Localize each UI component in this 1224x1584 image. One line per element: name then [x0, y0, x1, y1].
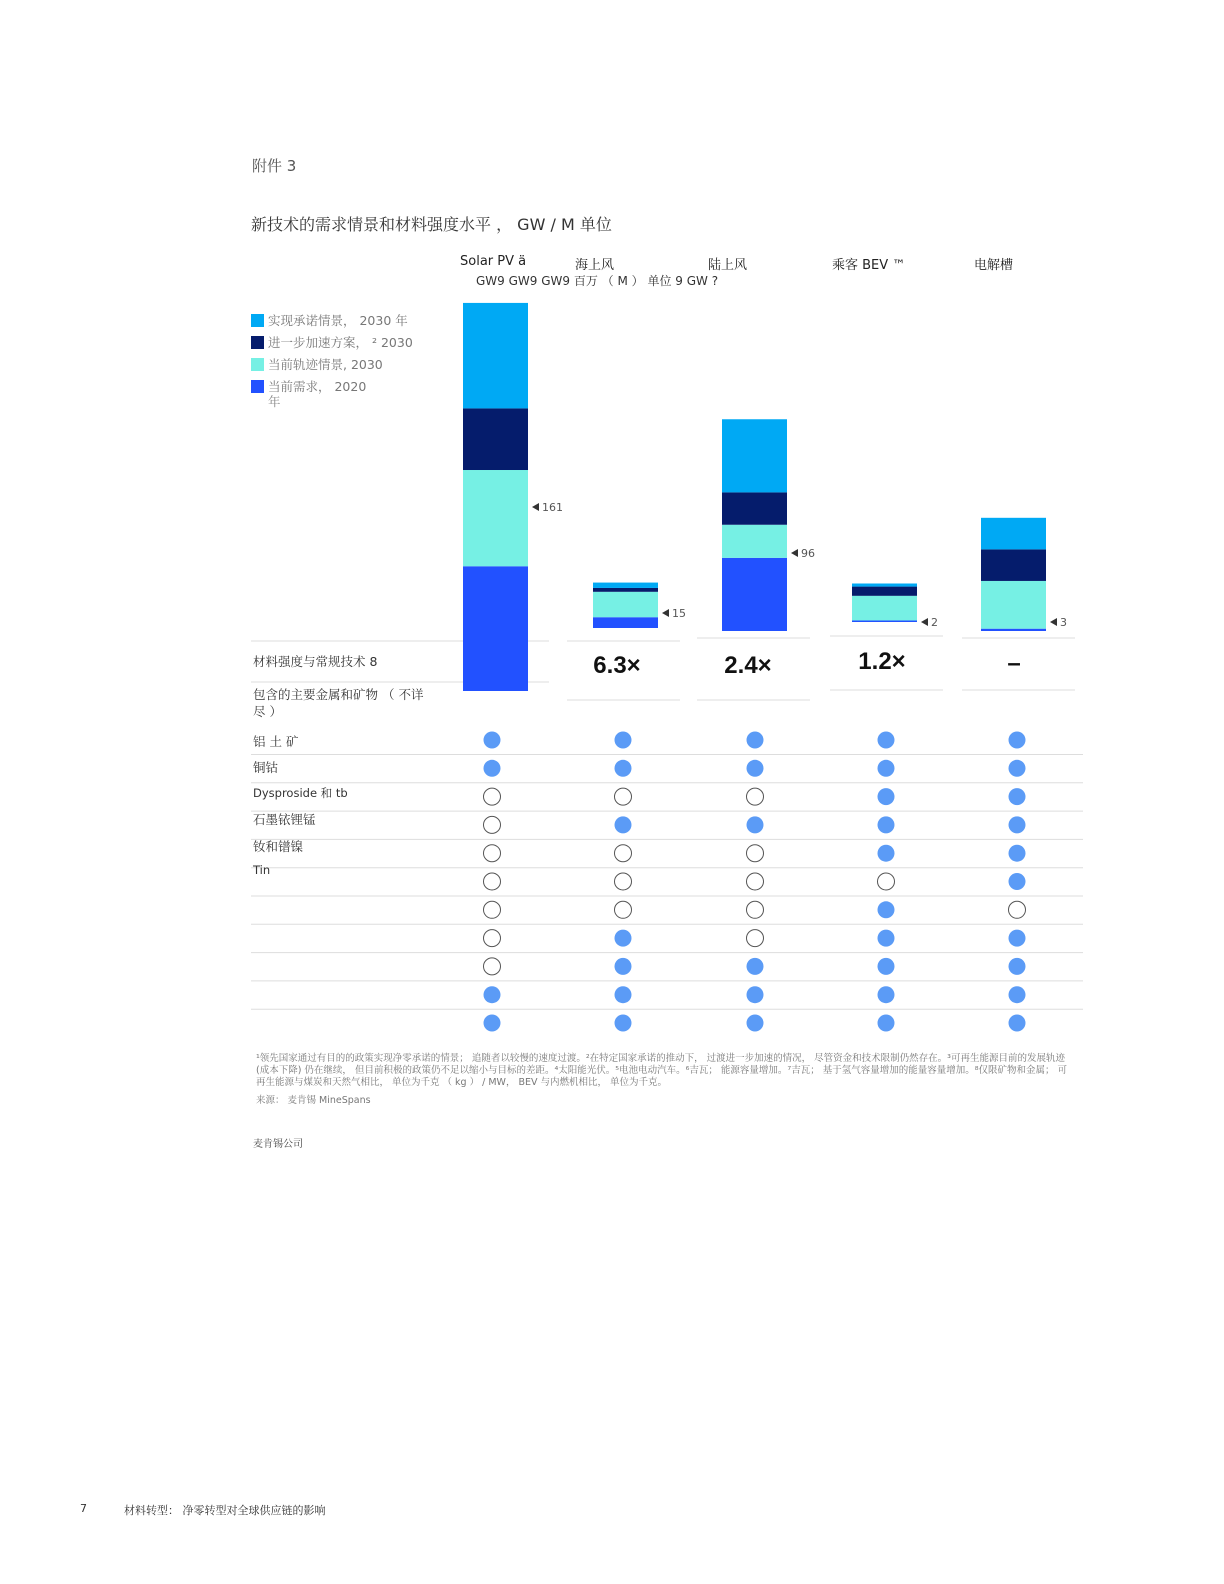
bar-segment: [981, 581, 1046, 629]
empty-dot: [484, 958, 501, 975]
empty-dot: [747, 788, 764, 805]
filled-dot: [747, 816, 764, 833]
intensity-multiplier-bev: 1.2×: [858, 648, 906, 675]
column-header-bev: 乘客 BEV ™: [832, 258, 906, 273]
unit-subheader: GW9 GW9 GW9 百万 （ M ） 单位 9 GW ?: [476, 274, 719, 288]
bar-segment: [981, 518, 1046, 550]
empty-dot: [1009, 901, 1026, 918]
empty-dot: [484, 845, 501, 862]
legend-label: 进一步加速方案， ² 2030: [268, 335, 413, 350]
filled-dot: [747, 760, 764, 777]
filled-dot: [484, 760, 501, 777]
empty-dot: [747, 930, 764, 947]
included-minerals-label: 包含的主要金属和矿物 （ 不详尽 ）: [253, 687, 424, 719]
bar-segment: [981, 549, 1046, 581]
filled-dot: [878, 1015, 895, 1032]
legend-label: 当前需求， 2020: [268, 379, 367, 394]
filled-dot: [1009, 760, 1026, 777]
footnote: ¹领先国家通过有目的的政策实现净零承诺的情景； 追随者以较慢的速度过渡。²在特定国家承诺的推动下， 过渡进一步加速的情况， 尽管资金和技术限制仍然存在。³可再生能源目前的发展轨迹 (成本下降) 仍在继续， 但目前积极的政策仍不足以缩小与目标的差距。⁴太阳能光伏。⁵电池电动汽车。⁶吉瓦； 能源容量增加。⁷吉瓦； 基于氢气容量增加的能量容量增加。⁸仅限矿物和金属； 可再生能源与煤炭和天然气相比， 单位为千克 （ kg ） / MW， BEV 与内燃机相比， 单位为千克。: [256, 1053, 1068, 1088]
exhibit-label: 附件 3: [252, 157, 297, 175]
filled-dot: [615, 986, 632, 1003]
bar-segment: [463, 303, 528, 408]
annotation-arrow: [662, 609, 669, 617]
filled-dot: [747, 958, 764, 975]
empty-dot: [747, 873, 764, 890]
empty-dot: [615, 788, 632, 805]
empty-dot: [747, 845, 764, 862]
empty-dot: [484, 788, 501, 805]
intensity-multiplier-electrolyzer: –: [1007, 650, 1021, 677]
filled-dot: [878, 816, 895, 833]
mineral-row-label: Tin: [253, 863, 271, 877]
page-number: 7: [80, 1502, 87, 1515]
bar-annotation: 2: [931, 616, 938, 629]
empty-dot: [615, 901, 632, 918]
mineral-row-label: 石墨铱锂锰: [253, 812, 316, 827]
filled-dot: [484, 986, 501, 1003]
empty-dot: [484, 816, 501, 833]
filled-dot: [1009, 732, 1026, 749]
bar-segment: [722, 558, 787, 631]
annotation-arrow: [791, 549, 798, 557]
bar-segment: [722, 525, 787, 558]
filled-dot: [1009, 986, 1026, 1003]
legend-label: 实现承诺情景， 2030 年: [268, 313, 408, 328]
filled-dot: [747, 1015, 764, 1032]
empty-dot: [484, 930, 501, 947]
annotation-arrow: [1050, 618, 1057, 626]
filled-dot: [484, 1015, 501, 1032]
bar-segment: [852, 620, 917, 622]
filled-dot: [615, 732, 632, 749]
bar-segment: [593, 583, 658, 588]
filled-dot: [615, 930, 632, 947]
intensity-multiplier-offshore: 6.3×: [593, 652, 641, 679]
filled-dot: [484, 732, 501, 749]
bar-annotation: 3: [1060, 616, 1067, 629]
bar-segment: [593, 617, 658, 628]
bar-annotation: 15: [672, 607, 686, 620]
filled-dot: [615, 1015, 632, 1032]
filled-dot: [615, 760, 632, 777]
company-name: 麦肯锡公司: [253, 1139, 303, 1150]
filled-dot: [878, 958, 895, 975]
bar-annotation: 96: [801, 547, 815, 560]
bar-segment: [852, 596, 917, 621]
filled-dot: [878, 845, 895, 862]
chart-title: 新技术的需求情景和材料强度水平 ， GW / M 单位: [251, 215, 612, 234]
bar-segment: [852, 584, 917, 587]
column-header-solar: Solar PV ä: [460, 254, 527, 269]
filled-dot: [1009, 930, 1026, 947]
filled-dot: [878, 788, 895, 805]
mineral-row-label: Dysproside 和 tb: [253, 786, 348, 800]
filled-dot: [878, 901, 895, 918]
bar-segment: [593, 588, 658, 592]
intensity-multiplier-onshore: 2.4×: [724, 652, 772, 679]
filled-dot: [1009, 958, 1026, 975]
filled-dot: [1009, 845, 1026, 862]
filled-dot: [1009, 816, 1026, 833]
bar-segment: [463, 566, 528, 691]
empty-dot: [615, 873, 632, 890]
filled-dot: [878, 760, 895, 777]
filled-dot: [878, 732, 895, 749]
mineral-row-label: 铜钴: [253, 760, 279, 775]
empty-dot: [878, 873, 895, 890]
empty-dot: [484, 901, 501, 918]
filled-dot: [878, 930, 895, 947]
annotation-arrow: [532, 503, 539, 511]
filled-dot: [1009, 873, 1026, 890]
filled-dot: [1009, 788, 1026, 805]
page-footer-title: 材料转型： 净零转型对全球供应链的影响: [124, 1504, 326, 1517]
bar-segment: [722, 419, 787, 492]
legend-year-suffix: 年: [268, 394, 281, 409]
bar-segment: [463, 408, 528, 470]
legend-label: 当前轨迹情景, 2030: [268, 357, 383, 372]
column-header-offshore-wind: 海上风: [575, 258, 615, 273]
bar-segment: [852, 587, 917, 596]
column-header-electrolyzer: 电解槽: [974, 258, 1014, 273]
bar-segment: [722, 492, 787, 524]
intensity-label: 材料强度与常规技术 8: [253, 654, 378, 669]
bar-segment: [981, 629, 1046, 631]
filled-dot: [615, 816, 632, 833]
filled-dot: [878, 986, 895, 1003]
bar-annotation: 161: [542, 501, 563, 514]
filled-dot: [1009, 1015, 1026, 1032]
empty-dot: [615, 845, 632, 862]
source-note: 来源： 麦肯锡 MineSpans: [256, 1095, 371, 1106]
column-header-onshore-wind: 陆上风: [708, 258, 748, 273]
filled-dot: [747, 732, 764, 749]
bar-segment: [463, 470, 528, 566]
empty-dot: [484, 873, 501, 890]
empty-dot: [747, 901, 764, 918]
annotation-arrow: [921, 618, 928, 626]
filled-dot: [615, 958, 632, 975]
mineral-row-label: 钕和镨镍: [253, 839, 304, 854]
mineral-row-label: 铝 土 矿: [253, 734, 299, 749]
filled-dot: [747, 986, 764, 1003]
bar-segment: [593, 592, 658, 617]
